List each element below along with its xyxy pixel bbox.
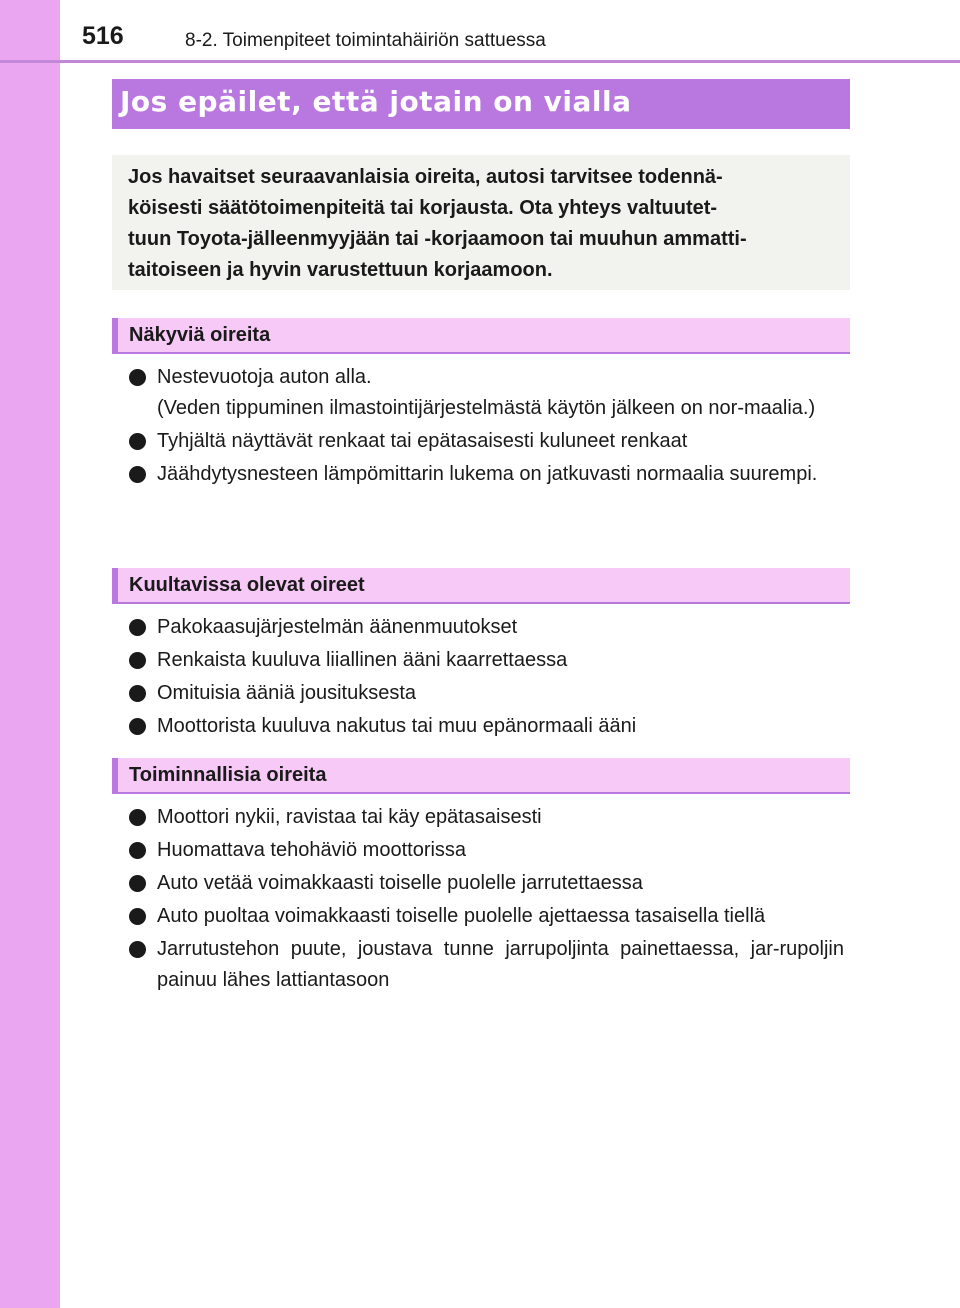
item-text: Omituisia ääniä jousituksesta [157, 682, 417, 704]
bullet-icon [129, 466, 146, 483]
symptom-list-functional [128, 802, 844, 998]
list-item [128, 868, 844, 899]
bullet-icon [129, 369, 146, 386]
bullet-icon [129, 652, 146, 669]
item-text: Auto puoltaa voimakkaasti toiselle puolelle ajettaessa tasaisella tiellä [157, 905, 766, 927]
page-number: 516 [82, 22, 124, 50]
symptom-list-audible [128, 612, 844, 744]
header-rule [0, 60, 960, 63]
chapter-title: 8-2. Toimenpiteet toimintahäiriön sattuessa [185, 30, 546, 51]
bullet-icon [129, 875, 146, 892]
section-heading-visible-symptoms: Näkyviä oireita [112, 318, 850, 354]
bullet-icon [129, 433, 146, 450]
list-item [128, 711, 844, 742]
bullet-icon [129, 809, 146, 826]
list-item [128, 934, 844, 996]
symptom-list-visible [128, 362, 844, 492]
list-item [128, 459, 844, 490]
item-text: Tyhjältä näyttävät renkaat tai epätasaisesti kuluneet renkaat [157, 430, 688, 452]
list-item [128, 678, 844, 709]
item-text: Renkaista kuuluva liiallinen ääni kaarrettaessa [157, 649, 568, 671]
intro-line: taitoiseen ja hyvin varustettuun korjaamoon. [128, 259, 553, 281]
item-text: Nestevuotoja auton alla. [157, 366, 372, 388]
intro-line: köisesti säätötoimenpiteitä tai korjausta. Ota yhteys valtuutet- [128, 197, 718, 219]
bullet-icon [129, 941, 146, 958]
item-subtext: (Veden tippuminen ilmastointijärjestelmästä käytön jälkeen on nor-maalia.) [157, 397, 816, 419]
item-text: Auto vetää voimakkaasti toiselle puolelle jarrutettaessa [157, 872, 643, 894]
item-text: Jarrutustehon puute, joustava tunne jarrupoljinta painettaessa, jar-rupoljin painuu lähes lattiantasoon [157, 938, 844, 991]
section-heading-audible-symptoms: Kuultavissa olevat oireet [112, 568, 850, 604]
side-color-strip [0, 0, 60, 1308]
list-item [128, 835, 844, 866]
item-text: Huomattava tehohäviö moottorissa [157, 839, 467, 861]
list-item [128, 802, 844, 833]
intro-box [112, 155, 850, 290]
section-heading-functional-symptoms: Toiminnallisia oireita [112, 758, 850, 794]
intro-line: Jos havaitset seuraavanlaisia oireita, autosi tarvitsee todennä- [128, 166, 723, 188]
list-item [128, 612, 844, 643]
page-title: Jos epäilet, että jotain on vialla [112, 79, 850, 129]
list-item [128, 901, 844, 932]
item-text: Pakokaasujärjestelmän äänenmuutokset [157, 616, 518, 638]
list-item [128, 426, 844, 457]
list-item [128, 645, 844, 676]
item-text: Moottori nykii, ravistaa tai käy epätasaisesti [157, 806, 542, 828]
item-text: Jäähdytysnesteen lämpömittarin lukema on jatkuvasti normaalia suurempi. [157, 463, 818, 485]
item-text: Moottorista kuuluva nakutus tai muu epänormaali ääni [157, 715, 637, 737]
bullet-icon [129, 908, 146, 925]
intro-line: tuun Toyota-jälleenmyyjään tai -korjaamoon tai muuhun ammatti- [128, 228, 747, 250]
bullet-icon [129, 842, 146, 859]
list-item [128, 362, 844, 424]
bullet-icon [129, 718, 146, 735]
bullet-icon [129, 619, 146, 636]
bullet-icon [129, 685, 146, 702]
